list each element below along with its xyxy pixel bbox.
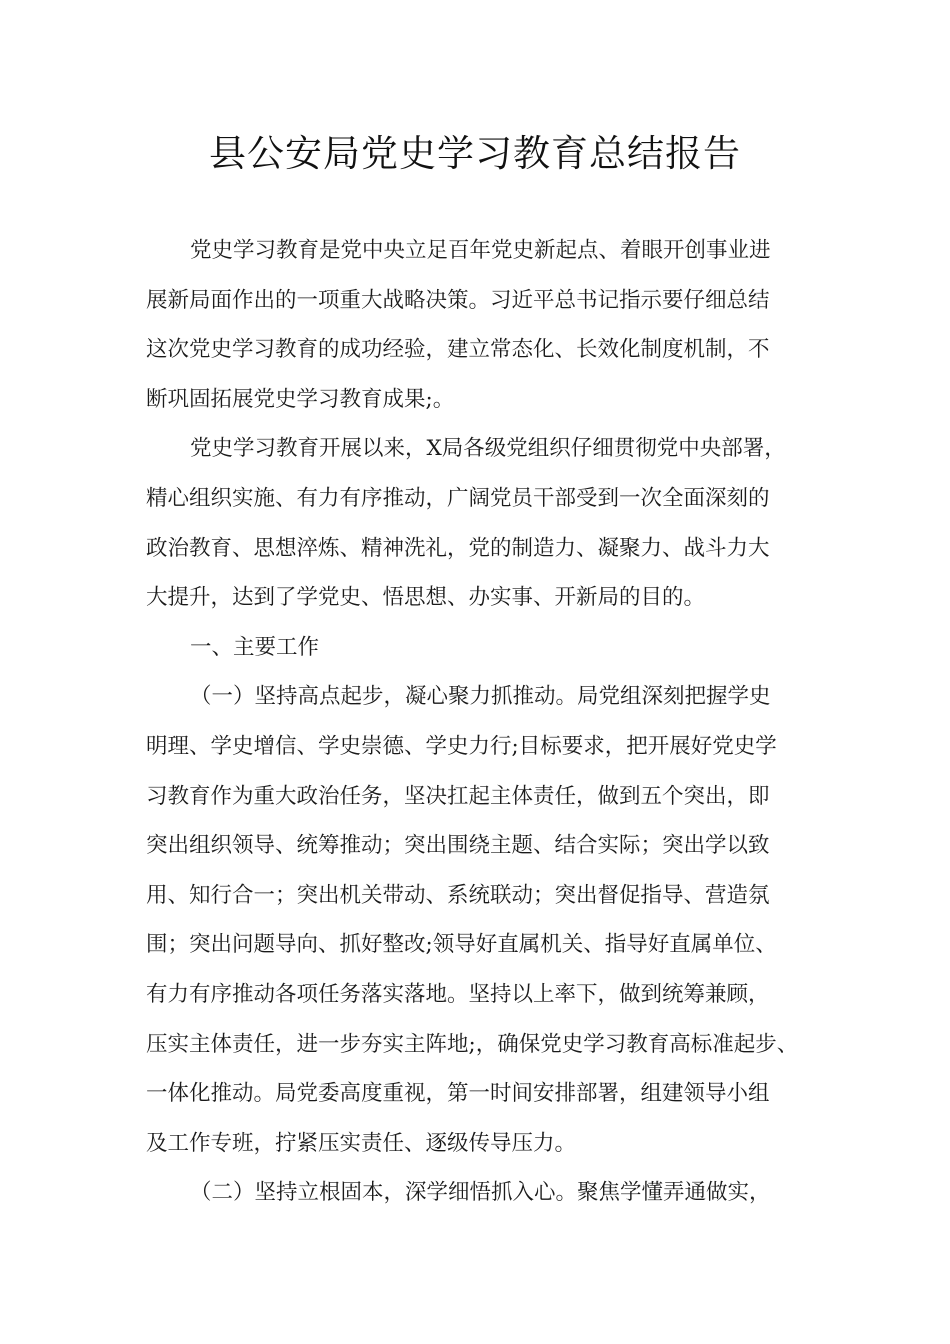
text-line: 断巩固拓展党史学习教育成果;。: [146, 386, 455, 412]
document-body: [146, 231, 826, 1223]
text-line: 精心组织实施、有力有序推动，广阔党员干部受到一次全面深刻的: [146, 485, 770, 511]
text-line: 用、知行合一；突出机关带动、系统联动；突出督促指导、营造氛: [146, 882, 770, 908]
text-line: 这次党史学习教育的成功经验，建立常态化、长效化制度机制，不: [146, 337, 770, 363]
text-line: 大提升，达到了学党史、悟思想、办实事、开新局的目的。: [146, 585, 706, 611]
text-line: 党史学习教育是党中央立足百年党史新起点、着眼开创事业进: [190, 238, 771, 263]
text-line: 明理、学史增信、学史崇德、学史力行;目标要求，把开展好党史学: [146, 733, 777, 759]
text-line: （一）坚持高点起步，凝心聚力抓推动。局党组深刻把握学史: [190, 684, 771, 710]
text-line: 突出组织领导、统筹推动；突出围绕主题、结合实际；突出学以致: [146, 833, 770, 859]
text-line: 有力有序推动各项任务落实落地。坚持以上率下，做到统筹兼顾，: [146, 981, 770, 1007]
text-line: 展新局面作出的一项重大战略决策。习近平总书记指示要仔细总结: [146, 287, 770, 313]
text-line: 政治教育、思想淬炼、精神洗礼，党的制造力、凝聚力、战斗力大: [146, 535, 770, 561]
document-title: 县公安局党史学习教育总结报告: [209, 132, 741, 175]
text-line: 围；突出问题导向、抓好整改;领导好直属机关、指导好直属单位、: [146, 932, 777, 958]
text-line: 压实主体责任，进一步夯实主阵地;，确保党史学习教育高标准起步、: [146, 1031, 799, 1057]
text-line: （二）坚持立根固本，深学细悟抓入心。聚焦学懂弄通做实，: [190, 1180, 771, 1206]
text-line: 党史学习教育开展以来，X局各级党组织仔细贯彻党中央部署，: [190, 436, 786, 462]
text-line: 习教育作为重大政治任务，坚决扛起主体责任，做到五个突出，即: [146, 783, 770, 809]
section-heading: 一、主要工作: [190, 634, 320, 660]
text-line: 及工作专班，拧紧压实责任、逐级传导压力。: [146, 1130, 577, 1156]
text-line: 一体化推动。局党委高度重视，第一时间安排部署，组建领导小组: [146, 1081, 770, 1107]
